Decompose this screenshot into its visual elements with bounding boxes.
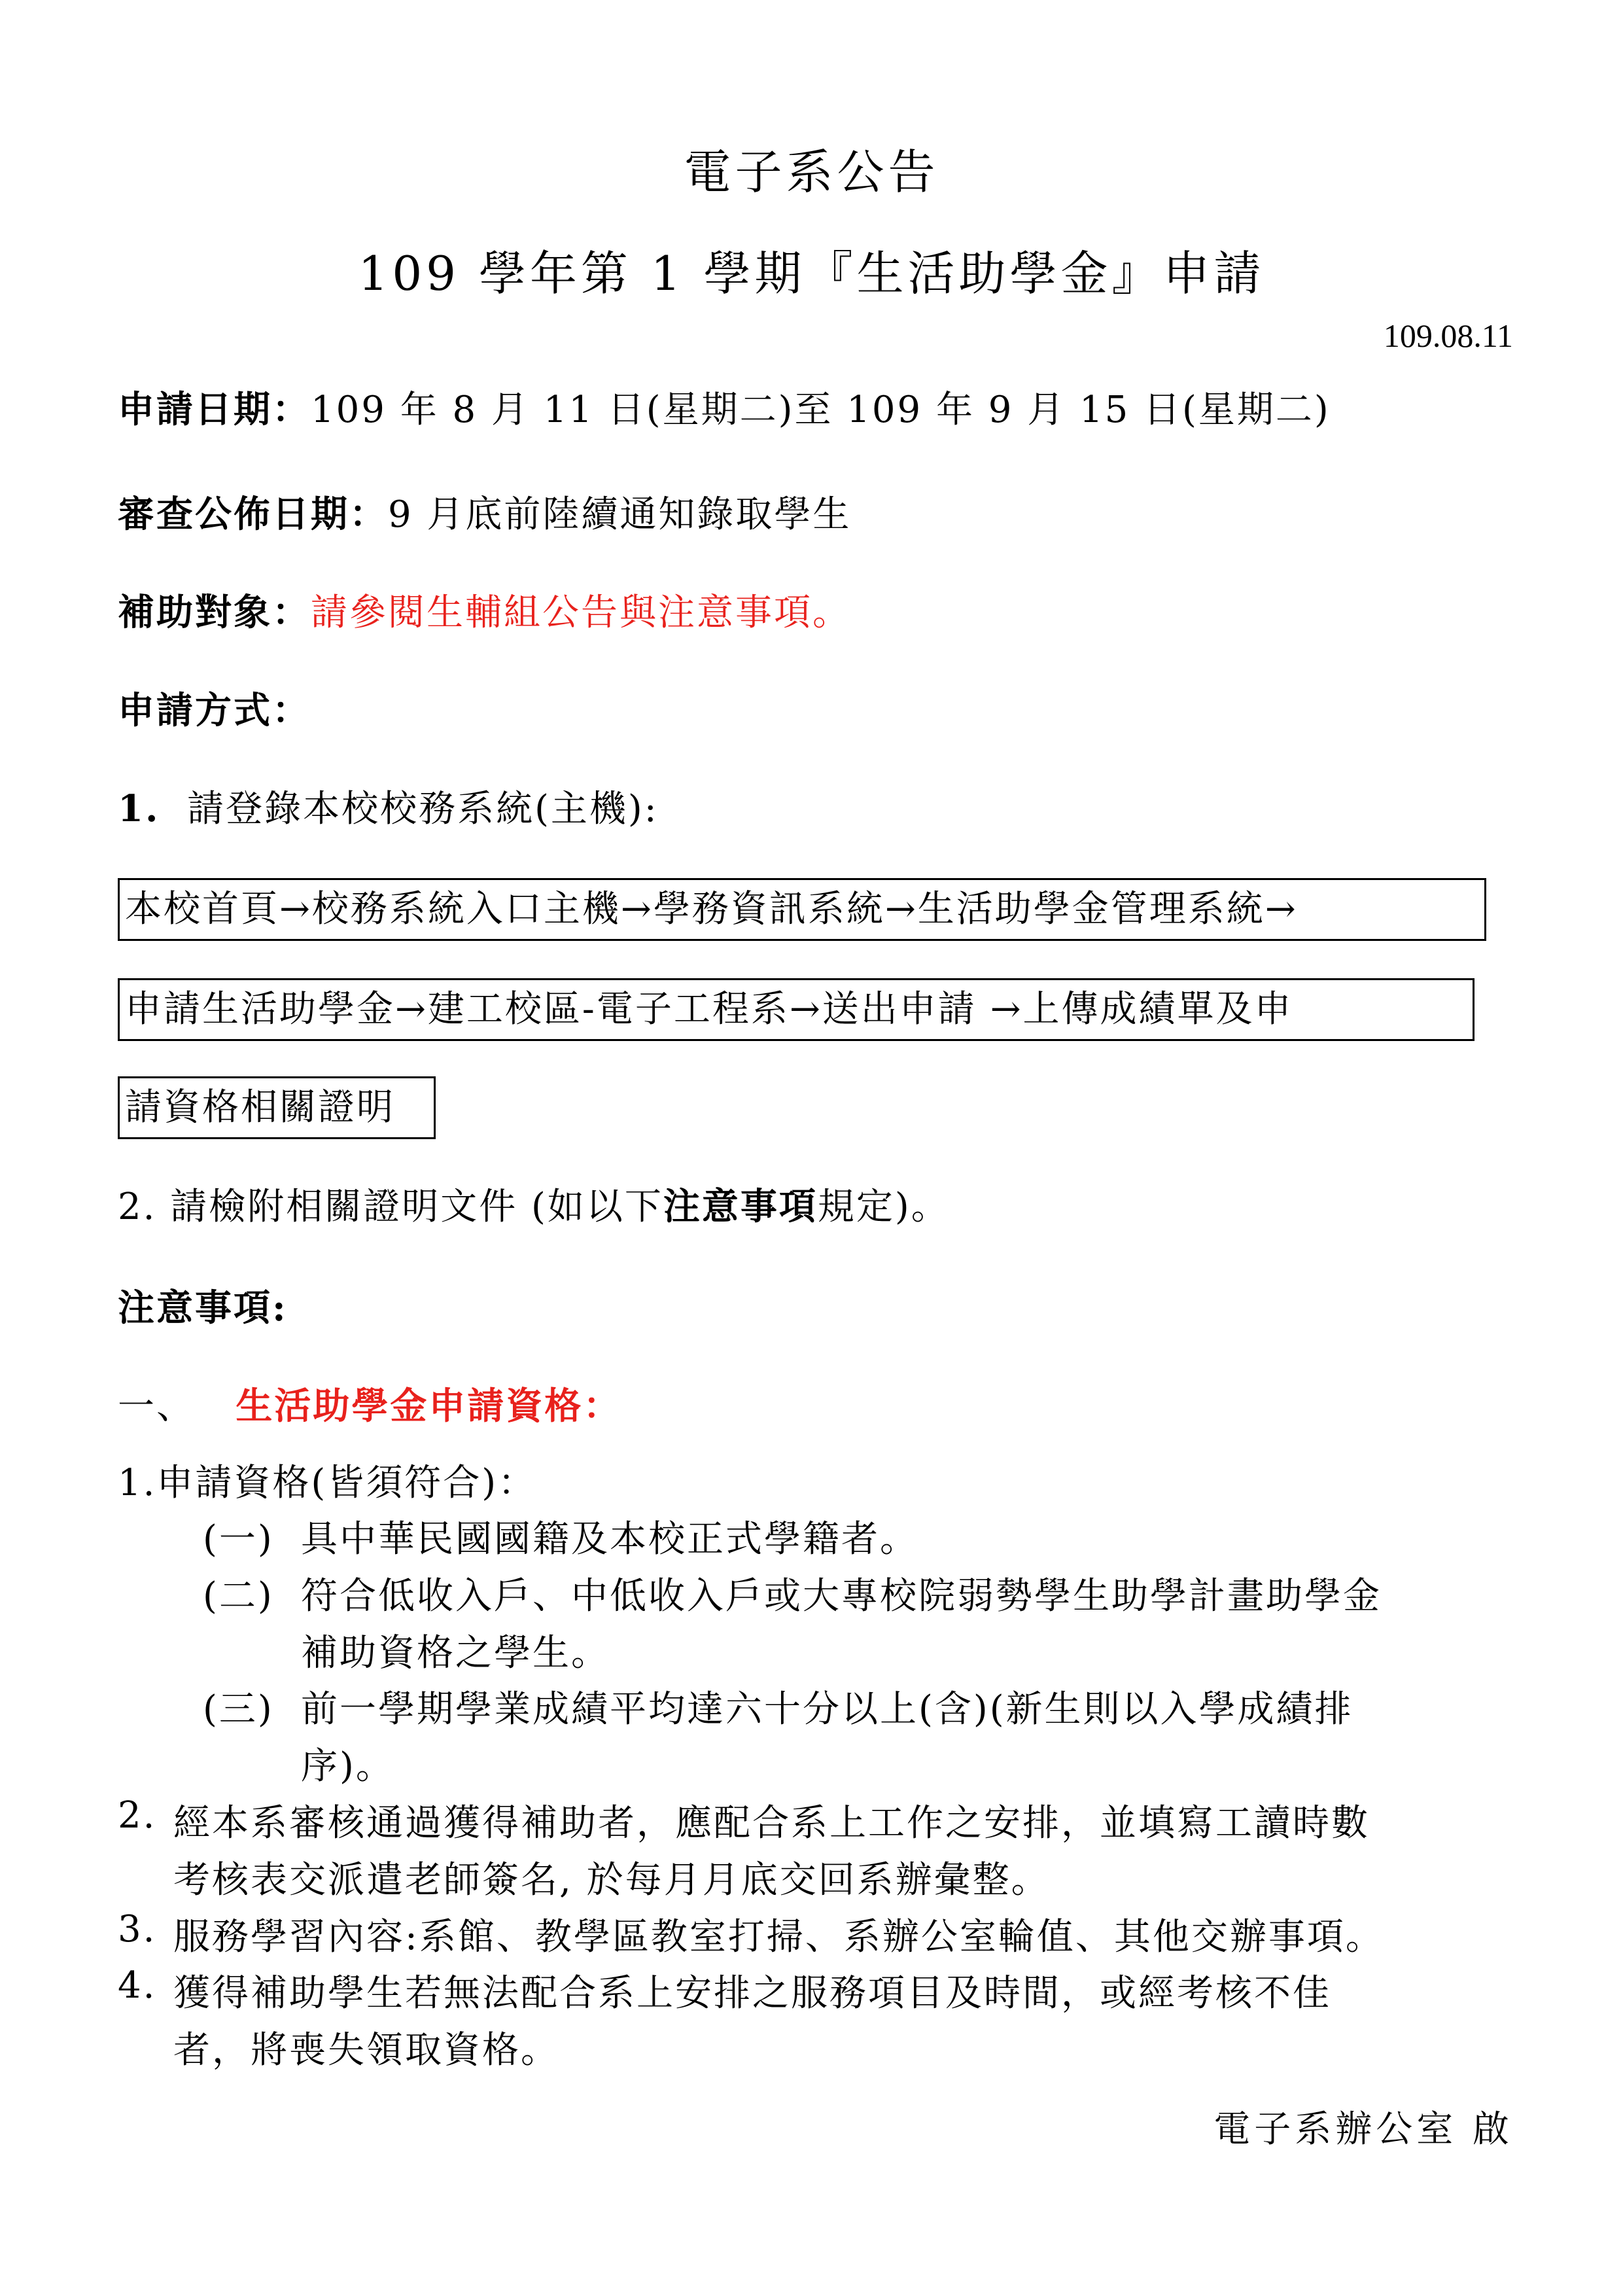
section-1-number: 一、 [118,1385,195,1428]
note-4-text: 獲得補助學生若無法配合系上安排之服務項目及時間，或經考核不佳 [173,1972,1331,2015]
dept-title: 電子系公告 [684,145,939,200]
step-2-suffix: 規定)。 [817,1186,950,1228]
apply-date-row [118,381,1331,433]
target-label: 補助對象： [118,591,311,634]
qualification-3-continued: 序)。 [301,1745,394,1788]
qualification-2-continued: 補助資格之學生。 [301,1632,610,1674]
qualification-1-number: (一) [203,1518,274,1561]
note-2-text: 經本系審核通過獲得補助者，應配合系上工作之安排，並填寫工讀時數 [173,1802,1370,1845]
notes-heading: 注意事項: [118,1286,288,1330]
note-3-text: 服務學習內容:系館、教學區教室打掃、系辦公室輪值、其他交辦事項。 [173,1916,1384,1958]
review-date-row [118,486,851,538]
apply-date-value: 109 年 8 月 11 日(星期二)至 109 年 9 月 15 日(星期二) [311,389,1331,431]
step-2-prefix: 2. 請檢附相關證明文件 (如以下 [118,1186,663,1228]
section-1-title: 生活助學金申請資格： [236,1385,622,1428]
step-2-bold: 注意事項 [663,1185,818,1228]
office-signature: 電子系辦公室 啟 [1213,2108,1513,2151]
qualification-2-text: 符合低收入戶、中低收入戶或大專校院弱勢學生助學計畫助學金 [301,1575,1382,1617]
target-row [118,584,851,636]
qualification-1-text: 具中華民國國籍及本校正式學籍者。 [301,1518,918,1561]
note-4-continued: 者，將喪失領取資格。 [173,2029,559,2072]
method-heading: 申請方式： [118,689,311,732]
path-box-line-3: 請資格相關證明 [118,1076,436,1139]
notice-title: 109 學年第 1 學期『生活助學金』申請 [358,246,1265,301]
note-4-number: 4. [118,1964,157,2007]
path-box-line-1: 本校首頁→校務系統入口主機→學務資訊系統→生活助學金管理系統→ [118,878,1486,941]
qualification-2-number: (二) [203,1575,274,1617]
review-date-label: 審查公佈日期： [118,493,388,536]
method-step-1 [118,780,659,832]
section-1-heading [118,1377,621,1430]
review-date-value: 9 月底前陸續通知錄取學生 [388,493,852,536]
note-3-number: 3. [118,1908,157,1951]
step-1-number: 1. [118,787,160,830]
step-1-text: 請登錄本校校務系統(主機): [187,788,659,830]
note-2-continued: 考核表交派遣老師簽名, 於每月月底交回系辦彙整。 [173,1859,1050,1901]
qualification-heading: 1.申請資格(皆須符合)： [118,1462,537,1504]
path-box-line-2: 申請生活助學金→建工校區-電子工程系→送出申請 →上傳成績單及申 [118,978,1475,1041]
qualification-3-text: 前一學期學業成績平均達六十分以上(含)(新生則以入學成績排 [301,1688,1353,1731]
target-value: 請參閱生輔組公告與注意事項。 [311,592,851,634]
qualification-3-number: (三) [203,1688,274,1731]
method-step-2 [118,1178,950,1230]
announcement-date: 109.08.11 [1383,317,1513,354]
apply-date-label: 申請日期： [118,388,311,431]
note-2-number: 2. [118,1794,157,1837]
